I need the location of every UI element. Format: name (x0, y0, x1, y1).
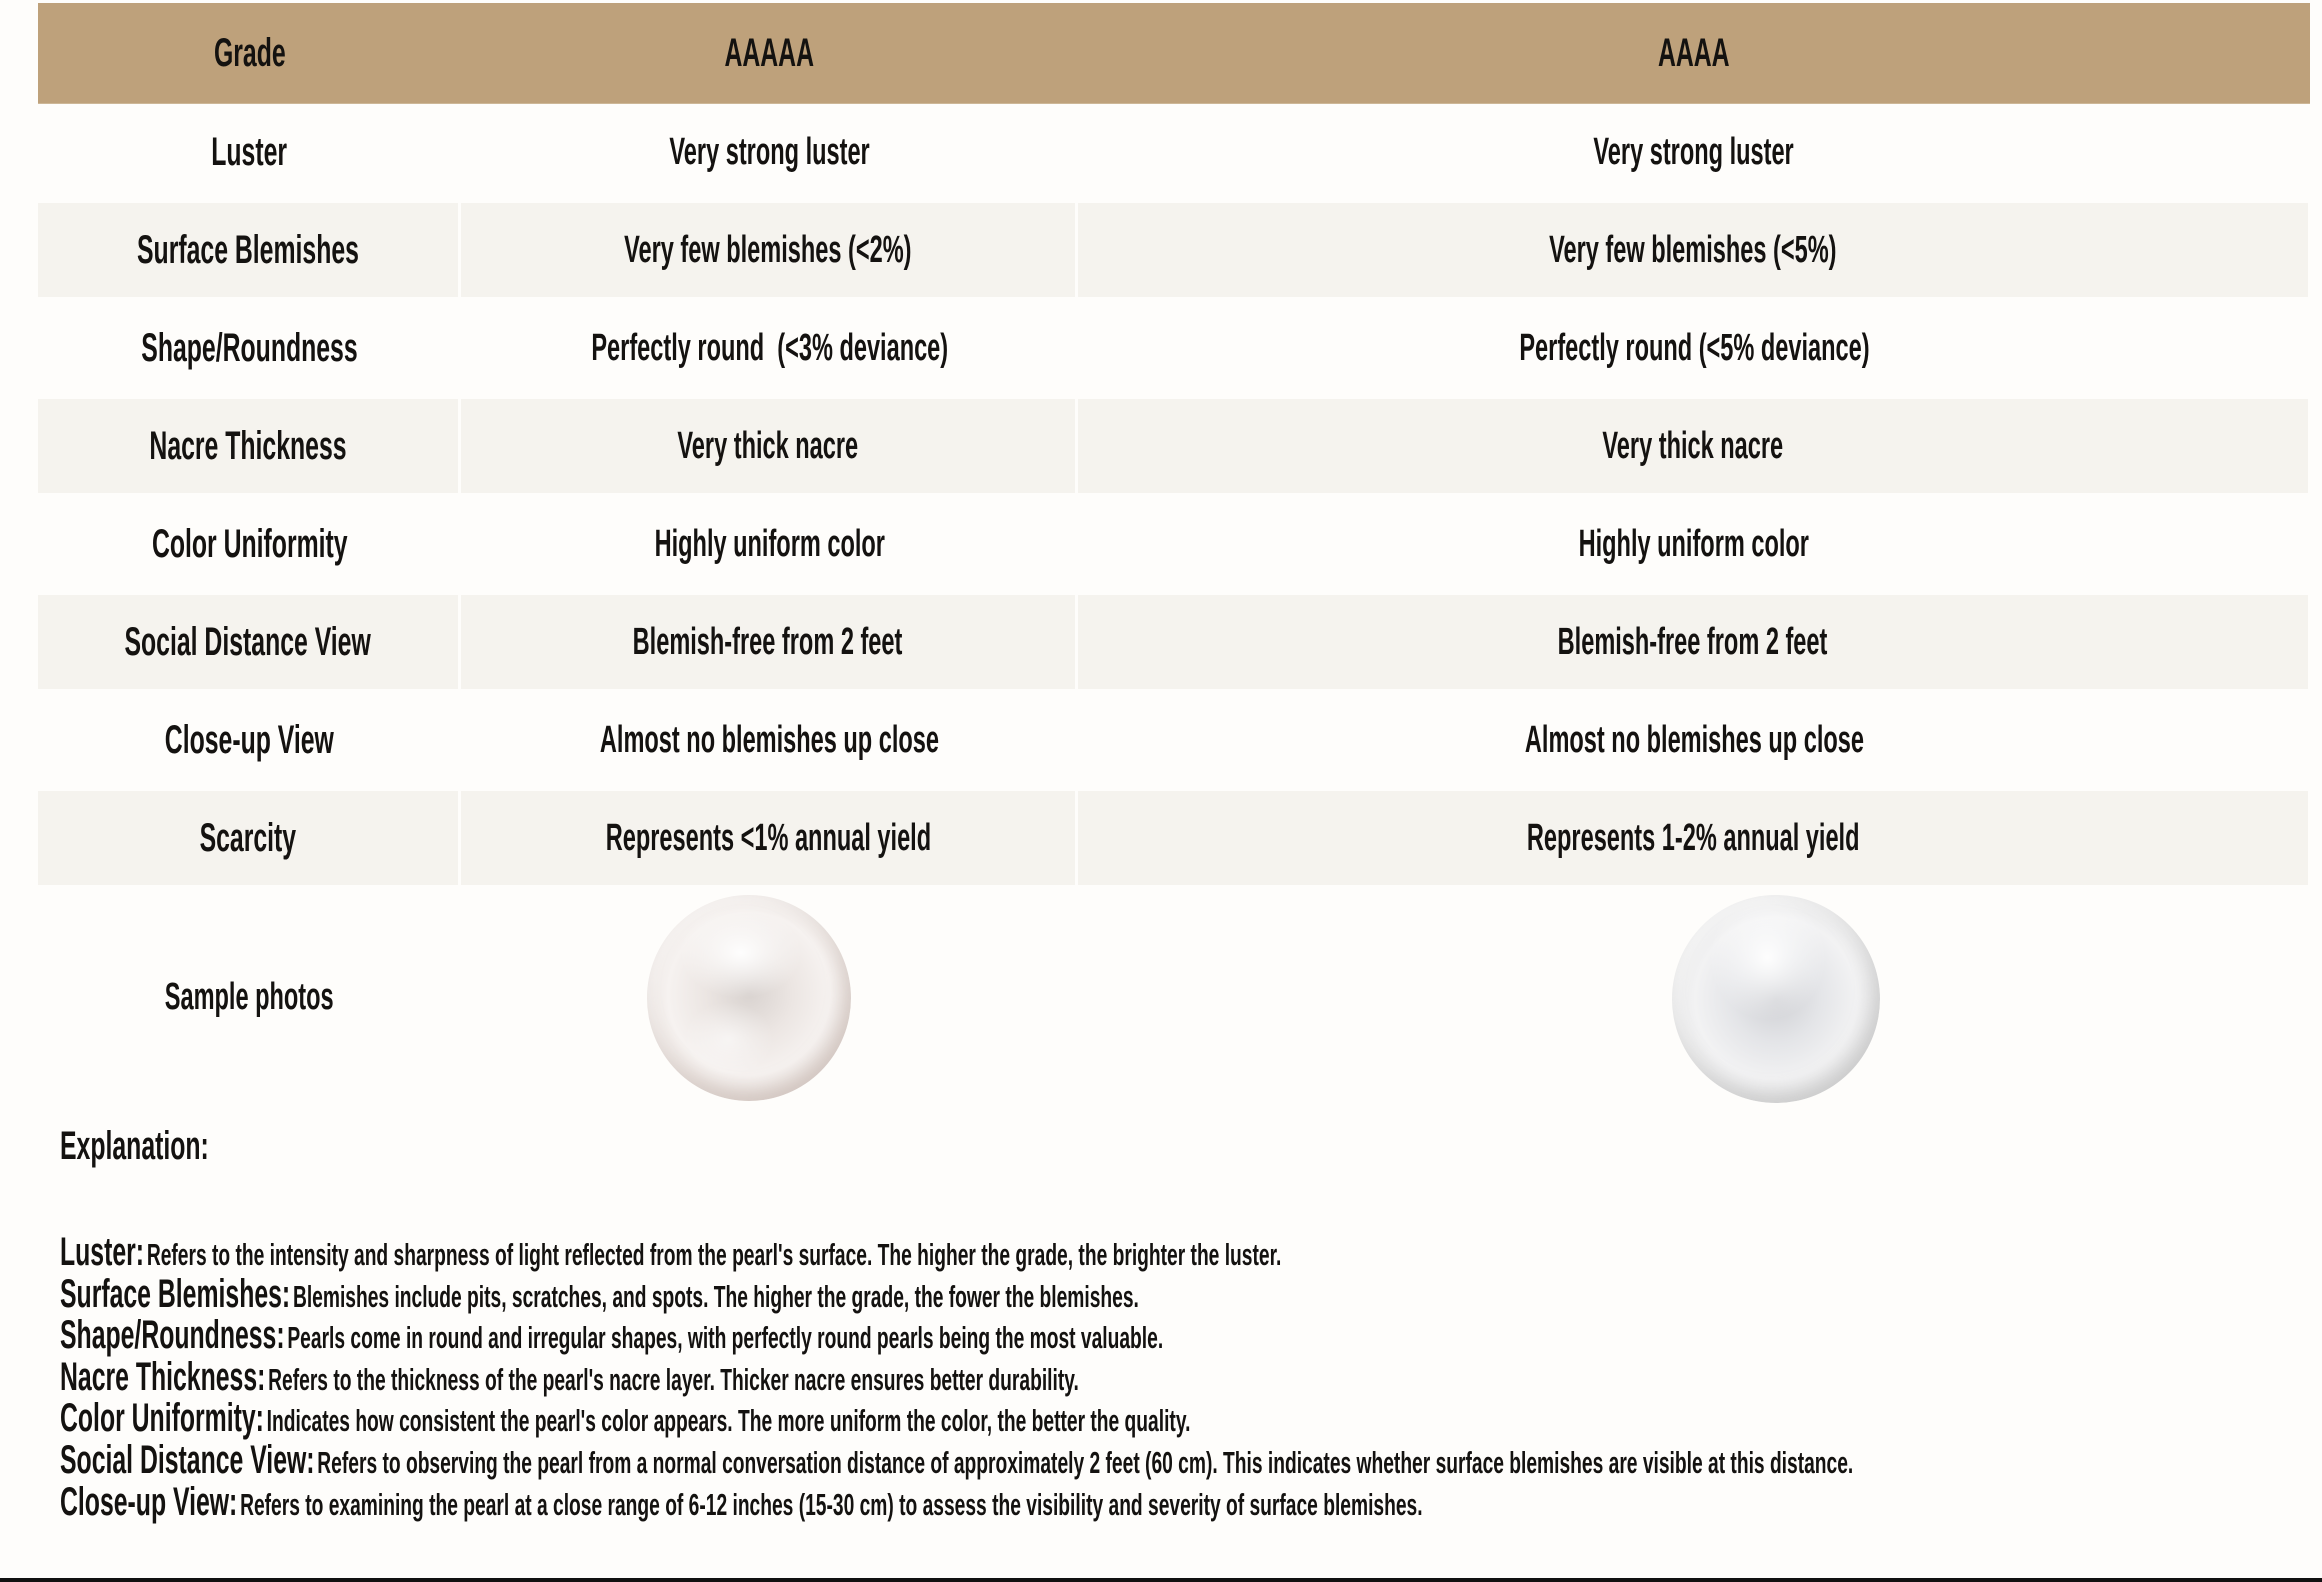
aaaa-value: Very thick nacre (1602, 424, 1784, 467)
row-aaaaa-value (461, 299, 1078, 397)
row-attribute (38, 495, 461, 593)
attribute-label: Social Distance View (124, 619, 372, 664)
aaaaa-value: Almost no blemishes up close (599, 718, 940, 761)
table-row-surface-blemishes (38, 203, 2310, 297)
aaaa-value: Highly uniform color (1578, 522, 1810, 565)
explanation-definition: Pearls come in round and irregular shapes, with perfectly round pearls being the most valuable. (287, 1320, 1164, 1356)
row-aaaa-value (1078, 203, 2308, 297)
sample-photos-label (38, 976, 461, 1019)
row-aaaaa-value (461, 103, 1078, 201)
aaaa-value: Represents 1-2% annual yield (1526, 816, 1860, 859)
explanation-heading (60, 1124, 300, 1169)
header-grade-aaaa (1078, 3, 2310, 103)
row-aaaa-value (1078, 399, 2308, 493)
attribute-label: Nacre Thickness (149, 423, 347, 468)
aaaa-value: Very strong luster (1593, 130, 1795, 173)
row-aaaaa-value (461, 495, 1078, 593)
explanation-term: Close-up View: (60, 1479, 238, 1524)
table-row-nacre-thickness (38, 399, 2310, 493)
table-row-color-uniformity (38, 495, 2310, 593)
header-grade-text: Grade (213, 30, 286, 75)
sample-photos-text: Sample photos (165, 976, 334, 1018)
aaaa-value: Perfectly round (<5% deviance) (1518, 326, 1870, 369)
header-aaaaa-text: AAAAA (724, 30, 815, 75)
explanation-item-shape-roundness (60, 1315, 2322, 1357)
row-attribute (38, 203, 461, 297)
attribute-label: Shape/Roundness (141, 325, 358, 370)
row-attribute (38, 299, 461, 397)
explanation-heading-text: Explanation: (60, 1124, 209, 1168)
row-aaaaa-value (461, 595, 1078, 689)
aaaaa-value: Highly uniform color (654, 522, 885, 565)
row-aaaaa-value (461, 791, 1078, 885)
explanation-definition: Refers to observing the pearl from a normal conversation distance of approximately 2 feet (60 cm). This indicates whether surface blemishes are visible at this distance. (317, 1444, 1854, 1480)
explanation-term: Luster: (60, 1230, 145, 1274)
explanation-item-nacre-thickness (60, 1354, 2322, 1399)
header-aaaa-text: AAAA (1658, 30, 1730, 75)
row-aaaa-value (1078, 691, 2310, 789)
explanation-definition: Refers to the intensity and sharpness of light reflected from the pearl's surface. The higher the grade, the brighter the luster. (146, 1237, 1282, 1272)
row-aaaaa-value (461, 203, 1078, 297)
explanation-item-close-up-view (60, 1479, 2322, 1524)
aaaa-value: Blemish-free from 2 feet (1558, 620, 1828, 663)
explanation-item-social-distance-view (60, 1437, 2322, 1482)
explanation-definition: Refers to examining the pearl at a close range of 6-12 inches (15-30 cm) to assess the visibility and severity of surface blemishes. (240, 1486, 1423, 1522)
aaaa-value: Almost no blemishes up close (1524, 718, 1864, 761)
explanation-definition: Blemishes include pits, scratches, and spots. The higher the grade, the fower the blemishes. (292, 1278, 1139, 1314)
header-grade-aaaaa (461, 3, 1078, 103)
row-attribute (38, 399, 461, 493)
row-aaaa-value (1078, 103, 2310, 201)
aaaaa-value: Represents <1% annual yield (605, 816, 931, 859)
explanation-term: Color Uniformity: (60, 1396, 264, 1441)
row-aaaa-value (1078, 791, 2308, 885)
table-row-social-distance-view (38, 595, 2310, 689)
explanation-term: Shape/Roundness: (60, 1313, 285, 1358)
table-row-scarcity (38, 791, 2310, 885)
attribute-label: Close-up View (164, 717, 335, 762)
aaaaa-value: Blemish-free from 2 feet (633, 620, 903, 663)
attribute-label: Luster (211, 129, 288, 174)
aaaa-value: Very few blemishes (<5%) (1549, 228, 1837, 271)
row-attribute (38, 595, 461, 689)
explanation-definition: Indicates how consistent the pearl's color appears. The more uniform the color, the better the quality. (266, 1403, 1191, 1439)
table-row-luster (38, 103, 2310, 201)
table-row-shape-roundness (38, 299, 2310, 397)
row-aaaaa-value (461, 691, 1078, 789)
explanation-term: Nacre Thickness: (60, 1354, 266, 1399)
aaaaa-value: Very thick nacre (677, 424, 859, 467)
aaaaa-value: Very few blemishes (<2%) (624, 228, 912, 271)
explanation-term: Social Distance View: (60, 1437, 315, 1482)
aaaaa-value: Very strong luster (669, 130, 870, 173)
sample-photos-row (38, 888, 2310, 1108)
bottom-border (0, 1578, 2322, 1582)
explanation-term: Surface Blemishes: (60, 1271, 291, 1316)
pearl-grade-table (38, 3, 2310, 887)
attribute-label: Color Uniformity (151, 521, 348, 566)
explanation-item-luster (60, 1232, 2322, 1274)
attribute-label: Scarcity (199, 815, 297, 860)
row-attribute (38, 791, 461, 885)
row-aaaaa-value (461, 399, 1078, 493)
header-grade-label (38, 3, 461, 103)
table-row-close-up-view (38, 691, 2310, 789)
row-attribute (38, 103, 461, 201)
pearl-photo-aaaa (1672, 895, 1880, 1103)
explanation-list (60, 1232, 2322, 1523)
table-header-row (38, 3, 2310, 103)
row-aaaa-value (1078, 595, 2308, 689)
row-attribute (38, 691, 461, 789)
attribute-label: Surface Blemishes (137, 227, 359, 272)
row-aaaa-value (1078, 495, 2310, 593)
explanation-definition: Refers to the thickness of the pearl's nacre layer. Thicker nacre ensures better durability. (268, 1361, 1079, 1397)
aaaaa-value: Perfectly round (<3% deviance) (591, 326, 948, 369)
pearl-photo-aaaaa (647, 895, 851, 1101)
explanation-item-color-uniformity (60, 1398, 2322, 1440)
row-aaaa-value (1078, 299, 2310, 397)
